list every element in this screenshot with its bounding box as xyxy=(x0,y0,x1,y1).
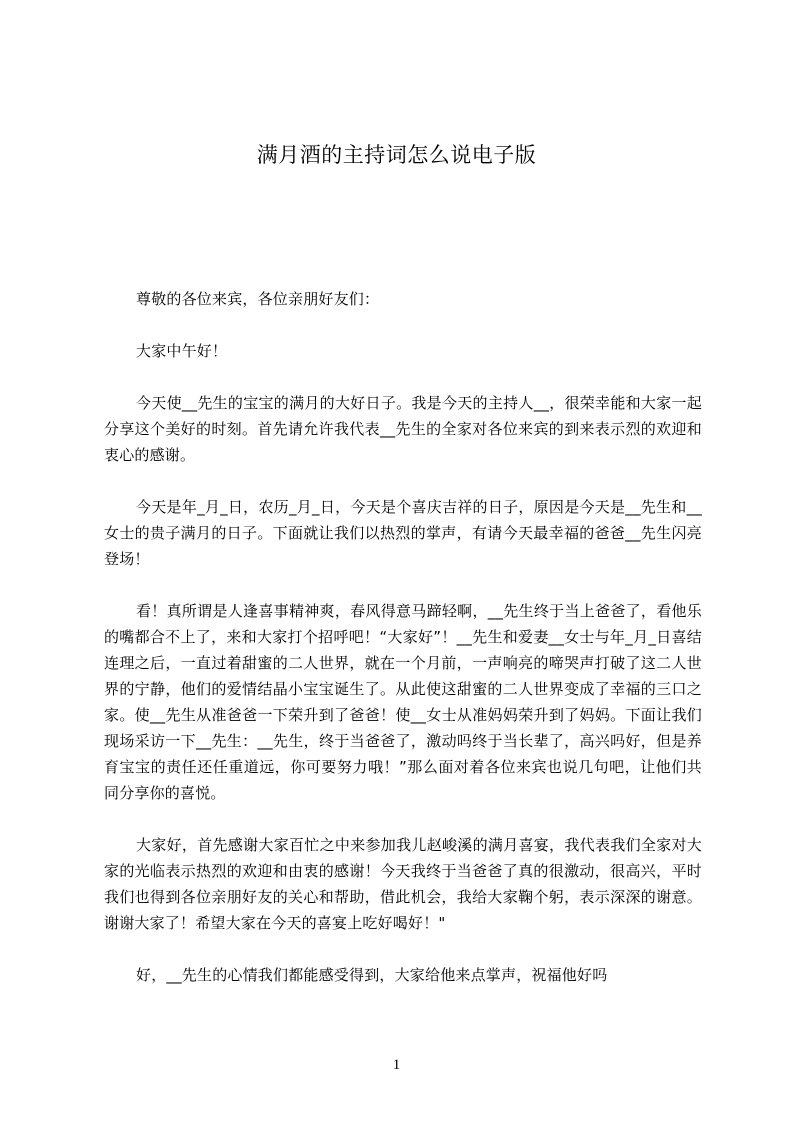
paragraph-opening: 今天使__先生的宝宝的满月的大好日子。我是今天的主持人__，很荣幸能和大家一起分享这个美好的时刻。首先请允许我代表__先生的全家对各位来宾的到来表示烈的欢迎和衷心的感谢。 xyxy=(104,394,702,464)
paragraph-father-intro: 看！真所谓是人逢喜事精神爽，春风得意马蹄轻啊，__先生终于当上爸爸了，看他乐的嘴都合不上了，来和大家打个招呼吧！“大家好”！__先生和爱妻__女士与年_月_日喜结连理之后，一直过着甜蜜的二人世界，就在一个月前，一声响亮的啼哭声打破了这二人世界的宁静，他们的爱情结晶小宝宝诞生了。从此使这甜蜜的二人世界变成了幸福的三口之家。使__先生从准爸爸一下荣升到了爸爸！使__女士从准妈妈荣升到了妈妈。下面让我们现场采访一下__先生：__先生，终于当爸爸了，激动吗终于当长辈了，高兴吗好，但是养育宝宝的责任还任重道远，你可要努力哦！”那么面对着各位来宾也说几句吧，让他们共同分享你的喜悦。 xyxy=(104,602,702,802)
paragraph-date: 今天是年_月_日，农历_月_日，今天是个喜庆吉祥的日子，原因是今天是__先生和__女士的贵子满月的日子。下面就让我们以热烈的掌声，有请今天最幸福的爸爸__先生闪亮登场！ xyxy=(104,498,702,568)
document-body xyxy=(104,286,702,1014)
paragraph-good-noon: 大家中午好！ xyxy=(136,342,228,360)
document-title: 满月酒的主持词怎么说电子版 xyxy=(256,143,537,167)
paragraph-father-speech: 大家好，首先感谢大家百忙之中来参加我儿赵峻溪的满月喜宴，我代表我们全家对大家的光临表示热烈的欢迎和由衷的感谢！今天我终于当爸爸了真的很激动，很高兴，平时我们也得到各位亲朋好友的关心和帮助，借此机会，我给大家鞠个躬，表示深深的谢意。谢谢大家了！希望大家在今天的喜宴上吃好喝好！" xyxy=(104,836,702,932)
paragraph-closing: 好，__先生的心情我们都能感受得到，大家给他来点掌声，祝福他好吗 xyxy=(136,966,608,984)
page-number: 1 xyxy=(392,1057,401,1073)
paragraph-greeting: 尊敬的各位来宾，各位亲朋好友们： xyxy=(136,290,380,308)
